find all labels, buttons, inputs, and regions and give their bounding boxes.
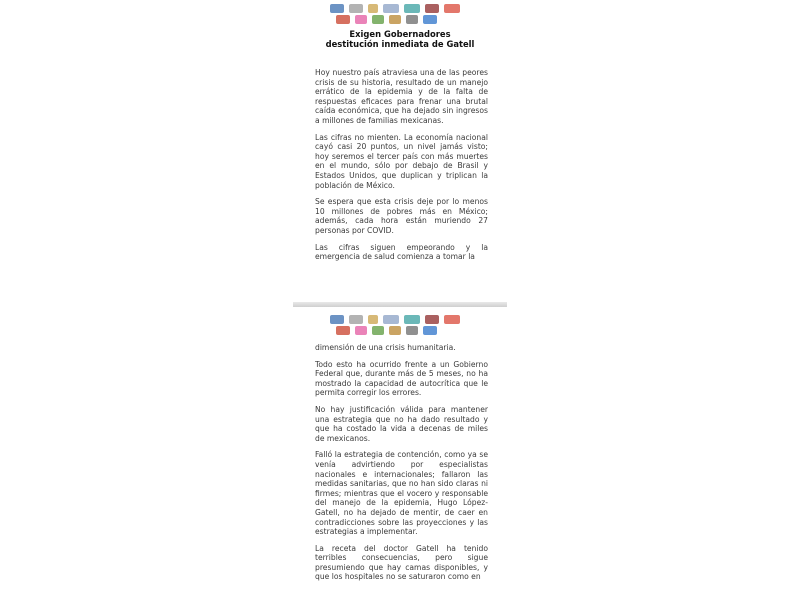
state-logo — [368, 315, 378, 324]
state-logo — [389, 15, 401, 24]
state-logo — [423, 326, 437, 335]
state-logo — [368, 4, 378, 13]
state-logo — [349, 4, 363, 13]
state-logo — [404, 4, 420, 13]
state-logo — [336, 15, 350, 24]
state-logo — [444, 4, 460, 13]
paragraph: Las cifras siguen empeorando y la emergencia de salud comienza a tomar la — [315, 242, 488, 262]
state-logo — [355, 326, 367, 335]
state-logo — [444, 315, 460, 324]
state-logos-row-1 — [330, 4, 460, 13]
state-logos-row-1 — [330, 315, 460, 324]
state-logo — [349, 315, 363, 324]
document-title: Exigen Gobernadores destitución inmediata de Gatell — [325, 29, 475, 49]
state-logo — [355, 15, 367, 24]
paragraph: Se espera que esta crisis deje por lo menos 10 millones de pobres más en México; además, cada hora están muriendo 27 personas por COVID. — [315, 197, 488, 235]
document-page-2 — [293, 307, 507, 600]
document-page-1 — [293, 0, 507, 300]
paragraph: Hoy nuestro país atraviesa una de las peores crisis de su historia, resultado de un manejo errático de la epidemia y de la falta de respuestas eficaces para frenar una brutal caída económica, que ha dejado sin ingresos a millones de familias mexicanas. — [315, 68, 488, 125]
state-logo — [404, 315, 420, 324]
paragraph: Las cifras no mienten. La economía nacional cayó casi 20 puntos, un nivel jamás visto; hoy seremos el tercer país con más muertes en el mundo, sólo por debajo de Brasil y Estados Unidos, que duplican y triplican la población de México. — [315, 132, 488, 190]
state-logo — [406, 15, 418, 24]
paragraph: La receta del doctor Gatell ha tenido terribles consecuencias, pero sigue presumiendo que hay camas disponibles, y que los hospitales no se saturaron como en — [315, 543, 488, 582]
paragraph: Todo esto ha ocurrido frente a un Gobierno Federal que, durante más de 5 meses, no ha mostrado la capacidad de autocrítica que le permita corregir los errores. — [315, 359, 488, 398]
state-logos-row-2 — [336, 326, 437, 335]
state-logo — [383, 315, 399, 324]
state-logo — [372, 15, 384, 24]
state-logo — [423, 15, 437, 24]
state-logos-row-2 — [336, 15, 437, 24]
state-logo — [406, 326, 418, 335]
state-logo — [425, 4, 439, 13]
state-logo — [389, 326, 401, 335]
page-1-body — [315, 68, 488, 262]
paragraph: dimensión de una crisis humanitaria. — [315, 343, 456, 352]
page-2-body — [315, 343, 488, 582]
state-logo — [372, 326, 384, 335]
state-logo — [383, 4, 399, 13]
state-logo — [425, 315, 439, 324]
state-logo — [330, 4, 344, 13]
paragraph: No hay justificación válida para mantener una estrategia que no ha dado resultado y que ha costado la vida a decenas de miles de mexicanos. — [315, 404, 488, 443]
paragraph: Falló la estrategia de contención, como ya se venía advirtiendo por especialistas nacionales e internacionales; fallaron las medidas sanitarias, que no han sido claras ni firmes; mientras que el vocero y responsable del manejo de la epidemia, Hugo López-Gatell, no ha dejado de mentir, de caer en contradicciones sobre las proyecciones y las estrategias a implementar. — [315, 450, 488, 537]
state-logo — [336, 326, 350, 335]
state-logo — [330, 315, 344, 324]
